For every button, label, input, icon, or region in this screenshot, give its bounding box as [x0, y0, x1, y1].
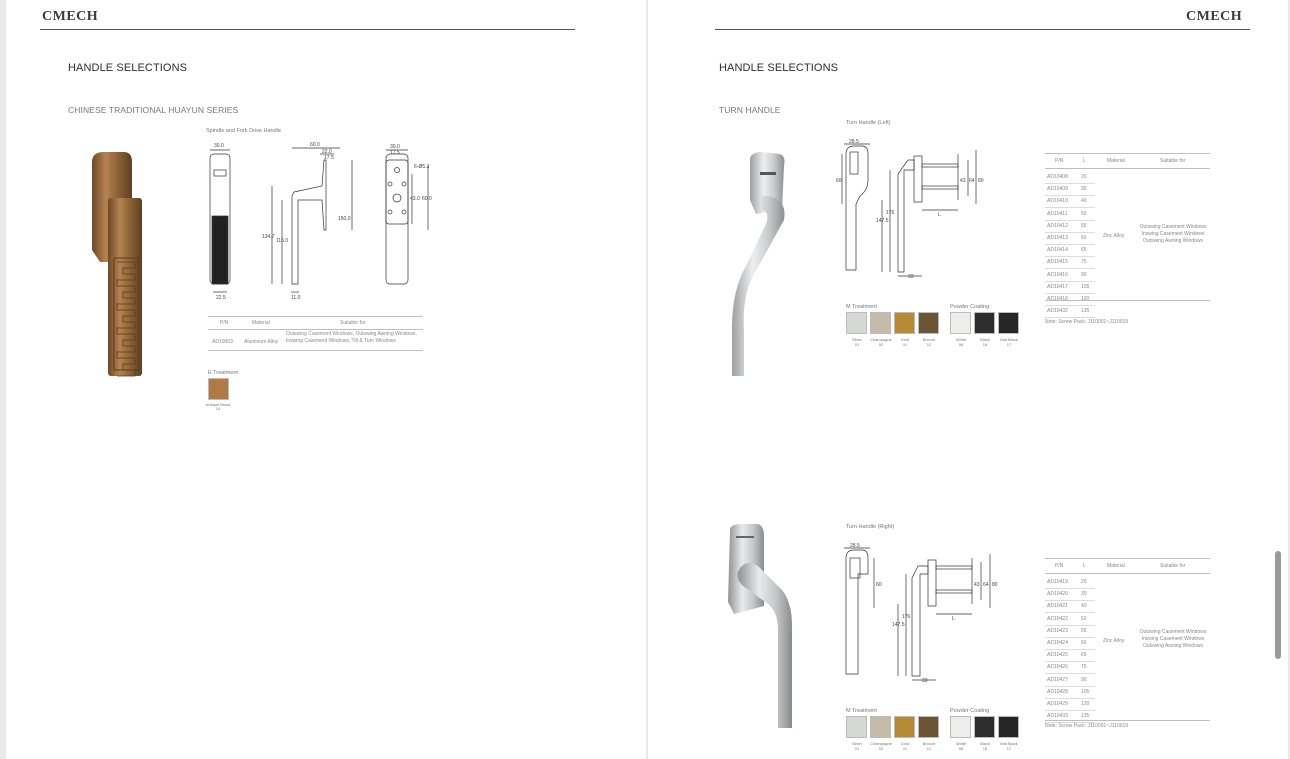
table-cell-material: Aluminum Alloy: [244, 339, 279, 345]
left-page: [6, 0, 646, 759]
table-cell-pn: AD10426: [1047, 664, 1068, 671]
color-swatch: [894, 312, 915, 334]
table-cell-l: 65: [1081, 652, 1087, 659]
table-cell-pn: AD10408: [1047, 174, 1068, 180]
svg-text:33: 33: [922, 678, 928, 684]
swatch-code: 01: [854, 342, 860, 347]
table-header-material: Material: [1107, 158, 1125, 164]
svg-text:30.0: 30.0: [390, 144, 400, 150]
swatch-label: Mat Black: [1000, 741, 1018, 746]
svg-text:64: 64: [983, 582, 989, 588]
color-swatch: [870, 716, 891, 738]
table-header-suitable: Suitable for: [1160, 158, 1186, 164]
header-rule: [40, 29, 575, 30]
brand-logo: CMECH: [1186, 9, 1243, 24]
swatch-code: 14: [215, 406, 221, 411]
table-cell-l: 20: [1081, 174, 1087, 180]
table-cell-l: 40: [1081, 198, 1087, 205]
m-treatment-label: M Treatment: [846, 304, 877, 310]
page-title: HANDLE SELECTIONS: [68, 62, 188, 74]
svg-text:60.0: 60.0: [422, 196, 432, 202]
table-rule: [208, 350, 423, 351]
table-header-material: Material: [1107, 563, 1125, 569]
svg-text:60: 60: [876, 582, 882, 588]
svg-text:30.0: 30.0: [214, 143, 224, 149]
color-swatch: [846, 312, 867, 334]
swatch-label: Antique Brass: [205, 402, 231, 407]
handle-photo-brass: [84, 150, 154, 380]
screw-pack-note: Note: Screw Pack: J110001~J110019: [1045, 319, 1129, 325]
svg-text:17.5: 17.5: [390, 150, 400, 156]
svg-text:43.0: 43.0: [410, 196, 420, 202]
table-cell-pn: AD10410: [1047, 198, 1068, 205]
swatch-code: 02: [878, 746, 884, 751]
table-cell-material: Zinc Alloy: [1103, 233, 1125, 239]
swatch-code: 16: [982, 342, 988, 347]
svg-text:150.0: 150.0: [338, 216, 351, 222]
svg-text:22.5: 22.5: [216, 295, 226, 301]
table-cell-l: 50: [1081, 210, 1087, 217]
table-rule: [1045, 168, 1210, 169]
technical-drawing-right: [838, 544, 998, 684]
table-rule: [1045, 300, 1210, 301]
table-cell-l: 105: [1081, 283, 1090, 290]
table-header-pn: P/N: [1055, 158, 1064, 164]
table-cell-pn: AD10409: [1047, 186, 1068, 193]
table-cell-pn: AD10413: [1047, 235, 1068, 241]
table-cell-pn: AD10429: [1047, 701, 1068, 707]
table-cell-pn: AD10424: [1047, 640, 1068, 646]
table-cell-suitable: Inswing Casement Windows: [1141, 231, 1205, 237]
svg-text:6-Ø5.3: 6-Ø5.3: [414, 164, 430, 170]
svg-text:17.5: 17.5: [324, 155, 334, 161]
swatch-label: Bronze: [922, 337, 936, 342]
spec-table-left: [1045, 153, 1210, 318]
swatch-code: 08: [958, 342, 964, 347]
swatch-code: 12: [926, 746, 932, 751]
table-cell-pn: AD10422: [1047, 615, 1068, 622]
spec-table-right: [1045, 558, 1210, 723]
table-cell-pn: AD10432: [1047, 308, 1068, 315]
drawing-caption: Spindle and Fork Drive Handle: [206, 128, 281, 134]
table-cell-pn: AD10423: [1047, 627, 1068, 634]
svg-text:L: L: [952, 616, 955, 622]
header-rule: [715, 29, 1250, 30]
color-swatch: [974, 716, 995, 738]
svg-text:28.5: 28.5: [850, 543, 860, 549]
technical-drawing-left: [838, 140, 998, 280]
swatch-code: 02: [878, 342, 884, 347]
svg-text:80: 80: [978, 178, 984, 184]
table-cell-l: 75: [1081, 259, 1087, 266]
svg-text:147.5: 147.5: [876, 218, 889, 224]
table-cell-suitable: Inswing Casement Windows, Tilt & Turn Windows: [286, 338, 396, 344]
swatch-code: 17: [1006, 342, 1012, 347]
technical-drawing-spindle: [202, 140, 442, 305]
table-cell-pn: AD10418: [1047, 296, 1068, 302]
table-cell-l: 135: [1081, 308, 1090, 315]
table-cell-l: 120: [1081, 701, 1090, 707]
swatch-label: Champagne: [870, 337, 892, 342]
table-cell-pn: AD10415: [1047, 259, 1068, 266]
svg-text:176: 176: [902, 614, 911, 620]
table-cell-l: 135: [1081, 713, 1090, 720]
color-swatch: [950, 312, 971, 334]
swatch-antique-brass: [208, 378, 229, 400]
svg-text:L: L: [938, 212, 941, 218]
table-header-pn: P/N: [220, 320, 229, 326]
table-cell-pn: AD10411: [1047, 210, 1068, 217]
table-header-l: L: [1083, 158, 1086, 164]
table-header-suitable: Suitable for: [1160, 563, 1186, 569]
swatch-label: Gold: [900, 337, 910, 342]
svg-text:80: 80: [992, 582, 998, 588]
table-cell-suitable: Inswing Casement Windows: [1141, 636, 1205, 642]
table-cell-l: 105: [1081, 688, 1090, 695]
svg-text:11.0: 11.0: [291, 295, 301, 301]
section-caption-right: Turn Handle (Right): [846, 524, 895, 530]
table-cell-l: 90: [1081, 676, 1087, 683]
svg-text:60: 60: [836, 178, 842, 184]
table-cell-pn: AD10428: [1047, 688, 1068, 695]
svg-text:22.0: 22.0: [322, 149, 332, 155]
svg-text:115.0: 115.0: [276, 238, 289, 244]
table-cell-pn: AD10419: [1047, 579, 1068, 585]
table-cell-l: 75: [1081, 664, 1087, 671]
svg-text:64: 64: [969, 178, 975, 184]
color-swatch: [870, 312, 891, 334]
table-cell-l: 50: [1081, 615, 1087, 622]
table-cell-suitable: Outswing Casement Windows: [1139, 629, 1207, 635]
handle-photo-left: [722, 150, 792, 385]
swatch-label: Mat Black: [1000, 337, 1018, 342]
color-swatch: [918, 312, 939, 334]
swatch-label: Silver: [851, 337, 862, 342]
scrollbar-thumb[interactable]: [1275, 551, 1281, 659]
svg-text:60.0: 60.0: [310, 142, 320, 148]
table-rule: [208, 316, 423, 317]
swatch-label: White: [955, 741, 967, 746]
svg-text:43: 43: [974, 582, 980, 588]
section-caption-left: Turn Handle (Left): [846, 120, 891, 126]
svg-text:43: 43: [960, 178, 966, 184]
table-cell-pn: AD10420: [1047, 591, 1068, 598]
swatch-code: 08: [958, 746, 964, 751]
handle-photo-right: [724, 522, 804, 734]
swatch-code: 16: [982, 746, 988, 751]
table-cell-l: 60: [1081, 640, 1087, 646]
screw-pack-note: Note: Screw Pack: J110001~J110019: [1045, 723, 1129, 729]
table-header-suitable: Suitable for: [340, 320, 366, 326]
table-header-material: Material: [252, 320, 270, 326]
treatment-label: E Treatment: [208, 370, 238, 376]
table-cell-pn: AD10427: [1047, 676, 1068, 683]
svg-text:176: 176: [886, 210, 895, 216]
color-swatch: [918, 716, 939, 738]
swatch-label: Gold: [900, 741, 910, 746]
table-rule: [1045, 153, 1210, 154]
series-title: CHINESE TRADITIONAL HUAYUN SERIES: [68, 105, 239, 115]
table-cell-suitable: Outswing Casement Windows, Outswing Awning Windows,: [286, 331, 417, 337]
table-cell-l: 20: [1081, 579, 1087, 585]
table-cell-pn: AD10433: [1047, 713, 1068, 720]
table-cell-pn: AD10003: [212, 339, 233, 345]
color-swatch: [998, 716, 1019, 738]
swatch-label: Black: [980, 741, 990, 746]
color-swatch: [998, 312, 1019, 334]
m-treatment-label: M Treatment: [846, 708, 877, 714]
swatch-code: 11: [902, 342, 908, 347]
table-cell-l: 65: [1081, 247, 1087, 254]
table-cell-pn: AD10414: [1047, 247, 1068, 254]
series-title: TURN HANDLE: [719, 105, 781, 115]
svg-text:28.5: 28.5: [849, 139, 859, 145]
table-cell-material: Zinc Alloy: [1103, 638, 1125, 644]
swatch-label: Black: [980, 337, 990, 342]
swatch-code: 01: [854, 746, 860, 751]
swatch-code: 11: [902, 746, 908, 751]
table-cell-suitable: Outswing Casement Windows: [1139, 224, 1207, 230]
swatch-code: 12: [926, 342, 932, 347]
table-cell-suitable: Outswing Awning Windows: [1143, 643, 1203, 649]
color-swatch: [846, 716, 867, 738]
swatch-label: White: [955, 337, 967, 342]
swatch-code: 17: [1006, 746, 1012, 751]
swatch-label: Bronze: [922, 741, 936, 746]
table-cell-l: 90: [1081, 271, 1087, 278]
color-swatch: [894, 716, 915, 738]
table-rule: [1045, 573, 1210, 574]
table-cell-l: 60: [1081, 235, 1087, 241]
svg-text:147.5: 147.5: [892, 622, 905, 628]
powder-coating-label: Powder Coating: [950, 304, 990, 310]
table-cell-pn: AD10425: [1047, 652, 1068, 659]
color-swatch: [974, 312, 995, 334]
table-cell-pn: AD10421: [1047, 603, 1068, 610]
table-header-pn: P/N: [1055, 563, 1064, 569]
powder-coating-label: Powder Coating: [950, 708, 990, 714]
table-cell-l: 30: [1081, 591, 1087, 598]
svg-text:134.7: 134.7: [262, 234, 275, 240]
table-cell-l: 120: [1081, 296, 1090, 302]
svg-text:33: 33: [908, 274, 914, 280]
table-rule: [1045, 720, 1210, 721]
table-header-l: L: [1083, 563, 1086, 569]
table-cell-pn: AD10417: [1047, 283, 1068, 290]
table-cell-l: 55: [1081, 222, 1087, 229]
table-cell-l: 30: [1081, 186, 1087, 193]
table-cell-pn: AD10412: [1047, 222, 1068, 229]
swatch-label: Champagne: [870, 741, 892, 746]
table-cell-l: 55: [1081, 627, 1087, 634]
swatch-label: Silver: [851, 741, 862, 746]
right-page: [648, 0, 1288, 759]
color-swatch: [950, 716, 971, 738]
spec-table: [208, 316, 423, 356]
table-rule: [1045, 558, 1210, 559]
table-cell-suitable: Outswing Awning Windows: [1143, 238, 1203, 244]
table-cell-l: 40: [1081, 603, 1087, 610]
brand-logo: CMECH: [42, 9, 99, 24]
table-cell-pn: AD10416: [1047, 271, 1068, 278]
page-title: HANDLE SELECTIONS: [719, 62, 839, 74]
